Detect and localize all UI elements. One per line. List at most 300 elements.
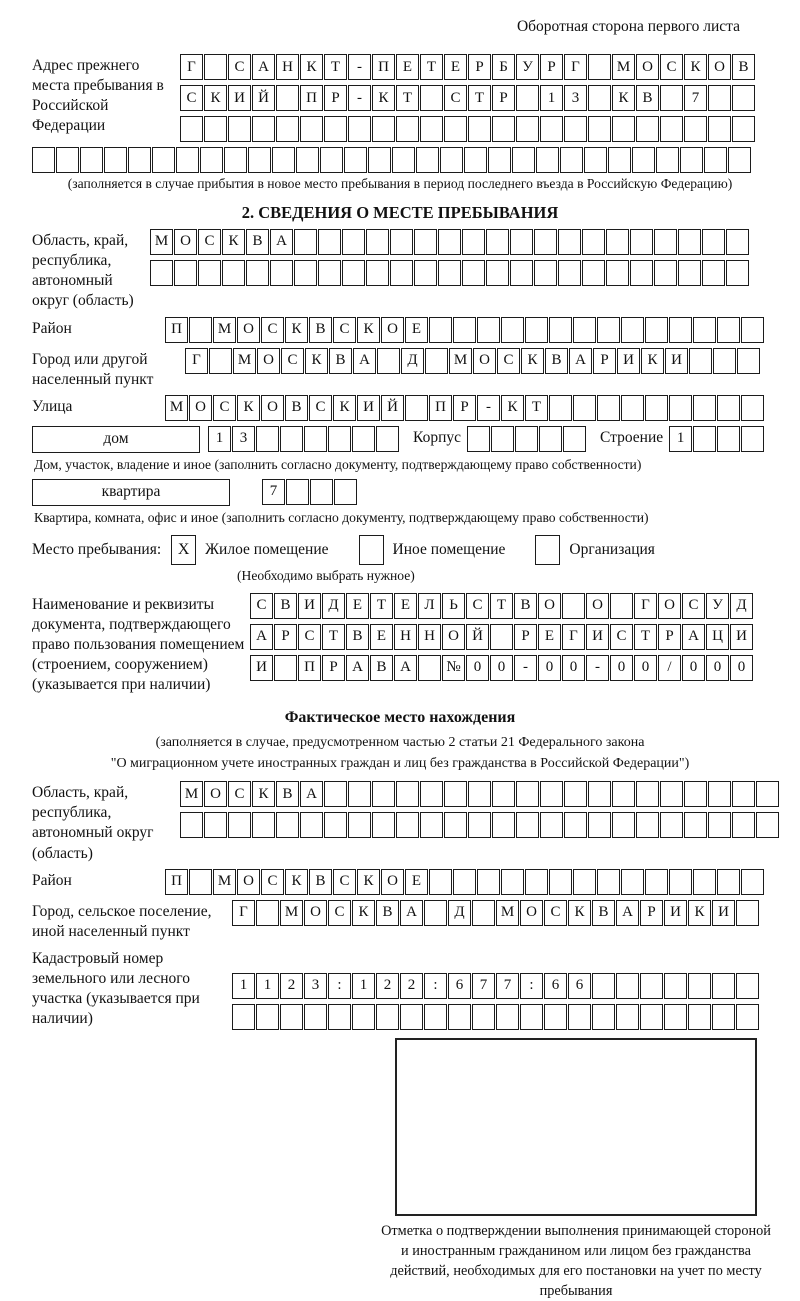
- char-cell: 6: [544, 973, 567, 999]
- cadastre-label: Кадастровый номер земельного или лесного участка (указывается при наличии): [32, 949, 200, 1028]
- char-cell: [693, 395, 716, 421]
- char-cell: [564, 116, 587, 142]
- char-cell: Г: [185, 348, 208, 374]
- char-cell: [510, 229, 533, 255]
- char-cell: [414, 260, 437, 286]
- char-cell: [680, 147, 703, 173]
- char-cell: О: [708, 54, 731, 80]
- char-cell: [664, 1004, 687, 1030]
- char-cell: О: [538, 593, 561, 619]
- char-cell: [549, 395, 572, 421]
- char-cell: И: [250, 655, 273, 681]
- city-label: Город или другой населенный пункт: [32, 350, 154, 388]
- char-cell: [444, 116, 467, 142]
- char-cell: [688, 1004, 711, 1030]
- char-cell: [712, 973, 735, 999]
- char-cell: [256, 1004, 279, 1030]
- char-cell: [424, 900, 447, 926]
- char-cell: 1: [540, 85, 563, 111]
- char-cell: [424, 1004, 447, 1030]
- char-cell: Г: [562, 624, 585, 650]
- char-cell: [429, 317, 452, 343]
- char-cell: [573, 395, 596, 421]
- char-cell: [453, 869, 476, 895]
- char-cell: О: [257, 348, 280, 374]
- char-cell: [252, 116, 275, 142]
- char-cell: [516, 812, 539, 838]
- char-cell: [568, 1004, 591, 1030]
- char-cell: [328, 1004, 351, 1030]
- char-cell: [280, 426, 303, 452]
- char-cell: [440, 147, 463, 173]
- char-cell: Г: [180, 54, 203, 80]
- char-cell: [645, 317, 668, 343]
- char-cell: К: [501, 395, 524, 421]
- char-cell: 1: [256, 973, 279, 999]
- char-cell: Й: [381, 395, 404, 421]
- char-cell: [632, 147, 655, 173]
- char-cell: 2: [376, 973, 399, 999]
- char-cell: К: [684, 54, 707, 80]
- char-cell: [462, 229, 485, 255]
- char-cell: [176, 147, 199, 173]
- char-cell: [472, 900, 495, 926]
- char-cell: [660, 781, 683, 807]
- char-cell: 3: [304, 973, 327, 999]
- stay-type-label: Место пребывания:: [32, 540, 162, 558]
- house-note: Дом, участок, владение и иное (заполнить согласно документу, подтверждающему право собственности): [34, 456, 642, 472]
- district-label: Район: [32, 319, 72, 337]
- char-cell: Р: [322, 655, 345, 681]
- char-cell: [726, 260, 749, 286]
- char-cell: [616, 1004, 639, 1030]
- char-cell: В: [274, 593, 297, 619]
- char-cell: С: [228, 781, 251, 807]
- char-cell: /: [658, 655, 681, 681]
- char-cell: 0: [490, 655, 513, 681]
- char-cell: [708, 116, 731, 142]
- char-cell: [228, 116, 251, 142]
- char-cell: М: [213, 317, 236, 343]
- char-cell: П: [300, 85, 323, 111]
- char-cell: [621, 395, 644, 421]
- char-cell: [693, 869, 716, 895]
- char-cell: [396, 812, 419, 838]
- char-cell: Р: [468, 54, 491, 80]
- char-cell: [525, 317, 548, 343]
- char-cell: :: [520, 973, 543, 999]
- char-cell: И: [617, 348, 640, 374]
- char-cell: К: [521, 348, 544, 374]
- char-cell: [300, 812, 323, 838]
- region-block: [32, 229, 768, 312]
- char-cell: М: [280, 900, 303, 926]
- char-cell: Д: [448, 900, 471, 926]
- char-cell: [488, 147, 511, 173]
- char-cell: С: [497, 348, 520, 374]
- char-cell: С: [682, 593, 705, 619]
- char-cell: [588, 85, 611, 111]
- char-cell: [732, 85, 755, 111]
- prev-address-row-4: [32, 147, 768, 173]
- char-cell: [318, 260, 341, 286]
- char-cell: [232, 1004, 255, 1030]
- char-cell: [348, 812, 371, 838]
- char-cell: [732, 116, 755, 142]
- char-cell: [549, 317, 572, 343]
- char-cell: [534, 229, 557, 255]
- char-cell: [564, 781, 587, 807]
- char-cell: Р: [540, 54, 563, 80]
- char-cell: К: [305, 348, 328, 374]
- char-cell: 3: [564, 85, 587, 111]
- char-cell: [608, 147, 631, 173]
- char-cell: [582, 260, 605, 286]
- char-cell: Т: [420, 54, 443, 80]
- fact-city-label: Город, сельское поселение, иной населенный пункт: [32, 902, 212, 940]
- document-block: [32, 593, 768, 696]
- char-cell: [420, 116, 443, 142]
- char-cell: М: [496, 900, 519, 926]
- char-cell: [736, 900, 759, 926]
- char-cell: [636, 781, 659, 807]
- char-cell: А: [616, 900, 639, 926]
- char-cell: [717, 317, 740, 343]
- char-cell: [612, 116, 635, 142]
- char-cell: Ц: [706, 624, 729, 650]
- char-cell: [645, 869, 668, 895]
- char-cell: В: [514, 593, 537, 619]
- char-cell: [189, 317, 212, 343]
- char-cell: [549, 869, 572, 895]
- char-cell: [560, 147, 583, 173]
- prev-address-block: [32, 54, 768, 142]
- char-cell: О: [237, 869, 260, 895]
- char-cell: С: [610, 624, 633, 650]
- district-row: [165, 317, 764, 343]
- char-cell: [693, 426, 716, 452]
- char-cell: К: [285, 317, 308, 343]
- prev-address-label: Адрес прежнего места пребывания в Российской Федерации: [32, 57, 164, 135]
- char-cell: М: [165, 395, 188, 421]
- char-cell: [209, 348, 232, 374]
- char-cell: [280, 1004, 303, 1030]
- char-cell: [300, 116, 323, 142]
- char-cell: 1: [232, 973, 255, 999]
- apartment-row: [262, 479, 357, 505]
- char-cell: [612, 812, 635, 838]
- prev-address-rows: [180, 54, 755, 142]
- char-cell: В: [545, 348, 568, 374]
- char-cell: [189, 869, 212, 895]
- char-cell: [588, 116, 611, 142]
- char-cell: [352, 426, 375, 452]
- char-cell: [660, 812, 683, 838]
- confirmation-mark-caption: Отметка о подтверждении выполнения принимающей стороной и иностранным гражданином или лицом без гражданства действий, необходимых для его постановки на учет по месту пребывания: [381, 1222, 771, 1299]
- char-cell: О: [381, 869, 404, 895]
- char-cell: 1: [669, 426, 692, 452]
- char-cell: [248, 147, 271, 173]
- char-cell: [573, 317, 596, 343]
- char-cell: [732, 812, 755, 838]
- char-cell: [366, 229, 389, 255]
- document-row-1: [250, 593, 753, 619]
- char-cell: М: [180, 781, 203, 807]
- fact-region-label: Область, край, республика, автономный округ (область): [32, 784, 154, 862]
- char-cell: [588, 812, 611, 838]
- char-cell: К: [357, 317, 380, 343]
- char-cell: [717, 395, 740, 421]
- char-cell: [420, 781, 443, 807]
- stay-type-option-residential: Жилое помещение: [205, 540, 329, 558]
- char-cell: С: [333, 869, 356, 895]
- char-cell: 0: [538, 655, 561, 681]
- char-cell: [429, 869, 452, 895]
- char-cell: [256, 426, 279, 452]
- char-cell: [342, 229, 365, 255]
- char-cell: [392, 147, 415, 173]
- city-block: [32, 348, 768, 390]
- char-cell: И: [665, 348, 688, 374]
- char-cell: [612, 781, 635, 807]
- char-cell: [390, 260, 413, 286]
- char-cell: Р: [514, 624, 537, 650]
- char-cell: [708, 781, 731, 807]
- char-cell: [222, 260, 245, 286]
- char-cell: О: [174, 229, 197, 255]
- char-cell: О: [189, 395, 212, 421]
- char-cell: [324, 781, 347, 807]
- char-cell: С: [309, 395, 332, 421]
- fact-region-rows: [180, 781, 779, 838]
- char-cell: [597, 317, 620, 343]
- char-cell: [678, 229, 701, 255]
- char-cell: [80, 147, 103, 173]
- char-cell: К: [612, 85, 635, 111]
- char-cell: В: [376, 900, 399, 926]
- char-cell: [491, 426, 514, 452]
- char-cell: [405, 395, 428, 421]
- document-rows: [250, 593, 753, 681]
- stroenie-label: Строение: [600, 428, 664, 446]
- fact-city-block: [32, 900, 768, 942]
- char-cell: Р: [324, 85, 347, 111]
- char-cell: [708, 812, 731, 838]
- char-cell: О: [304, 900, 327, 926]
- char-cell: [645, 395, 668, 421]
- char-cell: 2: [280, 973, 303, 999]
- char-cell: -: [348, 54, 371, 80]
- char-cell: [654, 260, 677, 286]
- char-cell: [592, 1004, 615, 1030]
- char-cell: Р: [274, 624, 297, 650]
- char-cell: [669, 395, 692, 421]
- char-cell: [342, 260, 365, 286]
- char-cell: Е: [346, 593, 369, 619]
- char-cell: :: [328, 973, 351, 999]
- char-cell: К: [568, 900, 591, 926]
- char-cell: А: [346, 655, 369, 681]
- char-cell: [640, 973, 663, 999]
- char-cell: [496, 1004, 519, 1030]
- char-cell: [416, 147, 439, 173]
- fact-region-row-2: [180, 812, 779, 838]
- char-cell: [660, 85, 683, 111]
- char-cell: И: [730, 624, 753, 650]
- char-cell: [414, 229, 437, 255]
- char-cell: К: [641, 348, 664, 374]
- char-cell: [468, 812, 491, 838]
- char-cell: [128, 147, 151, 173]
- char-cell: Г: [232, 900, 255, 926]
- char-cell: [684, 781, 707, 807]
- char-cell: [606, 260, 629, 286]
- char-cell: [352, 1004, 375, 1030]
- char-cell: [492, 116, 515, 142]
- char-cell: С: [228, 54, 251, 80]
- char-cell: [540, 781, 563, 807]
- char-cell: Т: [525, 395, 548, 421]
- char-cell: [501, 317, 524, 343]
- char-cell: Р: [492, 85, 515, 111]
- char-cell: [630, 229, 653, 255]
- char-cell: [294, 229, 317, 255]
- char-cell: К: [237, 395, 260, 421]
- page-header-note: Оборотная сторона первого листа: [516, 18, 740, 35]
- char-cell: [544, 1004, 567, 1030]
- char-cell: 0: [706, 655, 729, 681]
- char-cell: М: [449, 348, 472, 374]
- char-cell: [228, 812, 251, 838]
- prev-address-row-2: [180, 85, 755, 111]
- prev-address-row-3: [180, 116, 755, 142]
- char-cell: [396, 781, 419, 807]
- char-cell: Г: [564, 54, 587, 80]
- char-cell: А: [270, 229, 293, 255]
- char-cell: Т: [322, 624, 345, 650]
- char-cell: 1: [208, 426, 231, 452]
- fact-region-block: [32, 781, 768, 864]
- char-cell: [684, 812, 707, 838]
- char-cell: [539, 426, 562, 452]
- char-cell: [200, 147, 223, 173]
- char-cell: К: [357, 869, 380, 895]
- char-cell: -: [477, 395, 500, 421]
- char-cell: К: [688, 900, 711, 926]
- fact-location-note-1: (заполняется в случае, предусмотренном частью 2 статьи 21 Федерального закона: [155, 735, 645, 751]
- char-cell: [348, 116, 371, 142]
- char-cell: [534, 260, 557, 286]
- char-cell: В: [370, 655, 393, 681]
- char-cell: [224, 147, 247, 173]
- char-cell: С: [466, 593, 489, 619]
- char-cell: [732, 781, 755, 807]
- char-cell: [276, 85, 299, 111]
- char-cell: Й: [466, 624, 489, 650]
- char-cell: [606, 229, 629, 255]
- char-cell: [256, 900, 279, 926]
- char-cell: С: [250, 593, 273, 619]
- char-cell: [704, 147, 727, 173]
- char-cell: 0: [682, 655, 705, 681]
- char-cell: [486, 229, 509, 255]
- char-cell: [564, 812, 587, 838]
- char-cell: [372, 116, 395, 142]
- fact-region-row-1: [180, 781, 779, 807]
- char-cell: [368, 147, 391, 173]
- char-cell: [492, 812, 515, 838]
- char-cell: [621, 869, 644, 895]
- char-cell: [741, 426, 764, 452]
- char-cell: [654, 229, 677, 255]
- region-rows: [150, 229, 749, 286]
- char-cell: -: [514, 655, 537, 681]
- fact-district-block: [32, 869, 768, 895]
- region-label: Область, край, республика, автономный округ (область): [32, 231, 134, 310]
- document-label: Наименование и реквизиты документа, подтверждающего право пользования помещением (строением, сооружением) (указывается при наличии): [32, 595, 245, 694]
- char-cell: С: [544, 900, 567, 926]
- fact-district-row: [165, 869, 764, 895]
- char-cell: В: [592, 900, 615, 926]
- char-cell: [324, 116, 347, 142]
- char-cell: [540, 812, 563, 838]
- char-cell: [630, 260, 653, 286]
- char-cell: [304, 426, 327, 452]
- char-cell: [174, 260, 197, 286]
- char-cell: [56, 147, 79, 173]
- char-cell: [376, 426, 399, 452]
- confirmation-mark-box: [395, 1038, 757, 1216]
- char-cell: С: [261, 317, 284, 343]
- stay-type-option-other: Иное помещение: [392, 540, 506, 558]
- char-cell: А: [300, 781, 323, 807]
- char-cell: [348, 781, 371, 807]
- char-cell: Е: [394, 593, 417, 619]
- char-cell: В: [276, 781, 299, 807]
- char-cell: А: [353, 348, 376, 374]
- char-cell: [320, 147, 343, 173]
- char-cell: О: [204, 781, 227, 807]
- char-cell: [597, 395, 620, 421]
- char-cell: [152, 147, 175, 173]
- char-cell: В: [285, 395, 308, 421]
- char-cell: К: [333, 395, 356, 421]
- char-cell: [510, 260, 533, 286]
- char-cell: [438, 260, 461, 286]
- char-cell: [689, 348, 712, 374]
- char-cell: [636, 116, 659, 142]
- char-cell: [678, 260, 701, 286]
- street-label: Улица: [32, 397, 73, 415]
- char-cell: К: [372, 85, 395, 111]
- char-cell: [684, 116, 707, 142]
- char-cell: Д: [730, 593, 753, 619]
- char-cell: [512, 147, 535, 173]
- char-cell: С: [444, 85, 467, 111]
- char-cell: [324, 812, 347, 838]
- char-cell: [272, 147, 295, 173]
- char-cell: 7: [496, 973, 519, 999]
- document-row-3: [250, 655, 753, 681]
- char-cell: [180, 812, 203, 838]
- char-cell: :: [424, 973, 447, 999]
- section2-title: 2. СВЕДЕНИЯ О МЕСТЕ ПРЕБЫВАНИЯ: [241, 202, 559, 222]
- char-cell: Д: [401, 348, 424, 374]
- char-cell: [664, 973, 687, 999]
- char-cell: [756, 812, 779, 838]
- char-cell: [150, 260, 173, 286]
- char-cell: [717, 426, 740, 452]
